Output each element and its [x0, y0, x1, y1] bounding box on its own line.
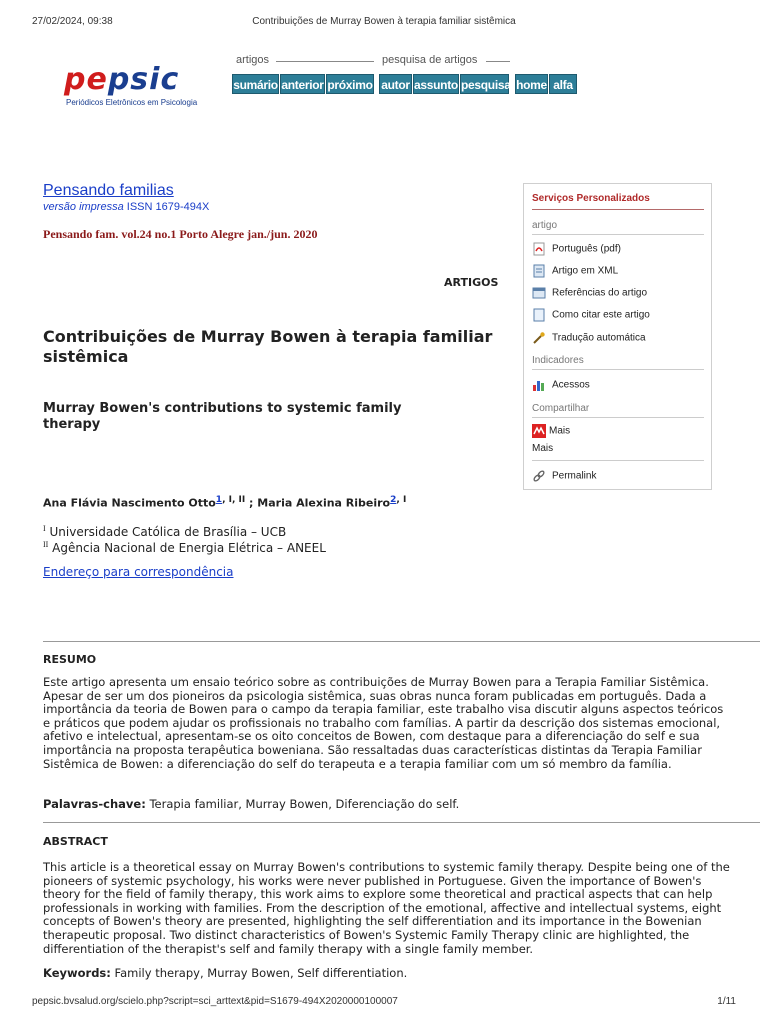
abstract-heading: ABSTRACT [43, 835, 108, 848]
sidebar-item-share-mais[interactable]: Mais [532, 424, 570, 438]
pepsic-logo[interactable] [64, 62, 204, 114]
sidebar-artigo-head: artigo [532, 220, 558, 231]
sidebar-item-referencias[interactable]: Referências do artigo [532, 286, 647, 300]
nav-autor-button[interactable]: autor [379, 74, 412, 94]
journal-name-link[interactable]: Pensando familias [43, 182, 174, 199]
affiliation-2: $^{II}$ Agência Nacional de Energia Elétrica – ANEEL [43, 540, 326, 555]
sidebar-divider [532, 460, 704, 461]
nav-sumario-button[interactable]: sumário [232, 74, 279, 94]
section-divider [43, 822, 760, 823]
resumo-keywords: Palavras-chave: Terapia familiar, Murray Bowen, Diferenciação do self. [43, 797, 460, 811]
nav-proximo-button[interactable]: próximo [326, 74, 374, 94]
sidebar-divider [532, 417, 704, 418]
sidebar-item-xml[interactable]: Artigo em XML [532, 264, 618, 278]
sidebar-title: Serviços Personalizados [532, 193, 650, 204]
nav-divider [486, 61, 510, 62]
author-2-ref-link[interactable]: 2 [390, 495, 397, 505]
pdf-icon [532, 242, 546, 256]
nav-alfa-button[interactable]: alfa [549, 74, 577, 94]
print-date: 27/02/2024, 09:38 [32, 16, 113, 27]
nav-pesquisa-button[interactable]: pesquisa [460, 74, 509, 94]
affiliation-1: $^I$ Universidade Católica de Brasília – UCB [43, 524, 287, 539]
article-title-pt: Contribuições de Murray Bowen à terapia familiar sistêmica [43, 327, 493, 366]
author-2: Maria Alexina Ribeiro [257, 496, 391, 510]
xml-document-icon [532, 264, 546, 278]
abstract-keywords: Keywords: Family therapy, Murray Bowen, Self differentiation. [43, 966, 408, 980]
correspondence-link[interactable]: Endereço para correspondência [43, 565, 234, 579]
nav-artigos-caption: artigos [236, 54, 270, 66]
print-title: Contribuições de Murray Bowen à terapia familiar sistêmica [252, 16, 516, 27]
link-icon [532, 469, 546, 483]
translate-wand-icon [532, 331, 546, 345]
sidebar-mais-text: Mais [532, 443, 554, 454]
article-title-en: Murray Bowen's contributions to systemic family therapy [43, 401, 402, 432]
nav-home-button[interactable]: home [515, 74, 548, 94]
journal-version: versão impressa ISSN 1679-494X [43, 201, 210, 213]
sidebar-divider [532, 234, 704, 235]
section-divider [43, 641, 760, 642]
cite-document-icon [532, 308, 546, 322]
references-icon [532, 286, 546, 300]
sidebar-item-acessos[interactable]: Acessos [532, 378, 590, 392]
sidebar-item-permalink[interactable]: Permalink [532, 469, 596, 483]
print-page-number: 1/11 [717, 996, 736, 1007]
logo-wordmark: pepsic [64, 62, 180, 97]
share-icon [532, 424, 546, 438]
journal-citation: Pensando fam. vol.24 no.1 Porto Alegre jan./jun. 2020 [43, 227, 318, 241]
services-sidebar [523, 183, 712, 490]
author-2-affiliations: , I [396, 495, 407, 505]
logo-subtitle: Periódicos Eletrônicos em Psicologia [66, 98, 198, 107]
print-url: pepsic.bvsalud.org/scielo.php?script=sci_arttext&pid=S1679-494X2020000100007 [32, 996, 398, 1007]
nav-divider [276, 61, 374, 62]
sidebar-compartilhar-head: Compartilhar [532, 403, 590, 414]
author-1-affiliations: , I, II [222, 495, 246, 505]
resumo-text: Este artigo apresenta um ensaio teórico sobre as contribuições de Murray Bowen para a Terapia Familiar Sistêmica. Apesar de ser um dos pioneiros da psicologia sistêmica, suas obras nunca foram publicadas em português. Dada a importância da teoria de Bowen para o campo da terapia familiar, este trabalho visa discutir alguns aspectos teóricos e práticos que podem ajudar os profissionais no trabalho com famílias. A partir da descrição dos sistemas emocional, afetivo e intelectual, apresentam-se os oito conceitos de Bowen, com destaque para a diferenciação do self e sua importância na proposta terapêutica boweniana. São ressaltadas duas características distintas da Terapia Familiar Sistêmica de Bowen: a diferenciação do self do terapeuta e a terapia familiar com um só membro da família. [43, 675, 724, 771]
article-section: ARTIGOS [444, 276, 499, 289]
nav-anterior-button[interactable]: anterior [280, 74, 325, 94]
sidebar-item-traducao[interactable]: Tradução automática [532, 331, 646, 345]
nav-assunto-button[interactable]: assunto [413, 74, 459, 94]
sidebar-item-citar[interactable]: Como citar este artigo [532, 308, 650, 322]
abstract-text: This article is a theoretical essay on Murray Bowen's contributions to systemic family therapy. Despite being one of the pioneers of systemic psychology, his works were never published in Portuguese. Given the importance of Bowen's theory for the field of family therapy, this work aims to explore some theoretical and practical aspects that can help professionals in working with families. From the description of the emotional, affective and intellectual systems, eight concepts of Bowen's theory are presented, highlighting the self differentiation and its importance in the Bowenian therapeutic proposal. Two distinct characteristics of Bowen's Systemic Family Therapy clinic are highlighted, the differentiation of the therapist's self and family therapy with a single family member. [43, 860, 730, 956]
resumo-heading: RESUMO [43, 653, 97, 666]
author-1-ref-link[interactable]: 1 [215, 495, 223, 505]
nav-pesquisa-caption: pesquisa de artigos [382, 54, 478, 66]
author-list: Ana Flávia Nascimento Otto$^{1, I, II}$ ; Maria Alexina Ribeiro$^{2, I}$ [43, 495, 407, 510]
bar-chart-icon [532, 378, 546, 392]
sidebar-divider [532, 209, 704, 210]
sidebar-item-pdf[interactable]: Português (pdf) [532, 242, 621, 256]
sidebar-divider [532, 369, 704, 370]
author-1: Ana Flávia Nascimento Otto [43, 496, 216, 510]
sidebar-indicadores-head: Indicadores [532, 355, 584, 366]
